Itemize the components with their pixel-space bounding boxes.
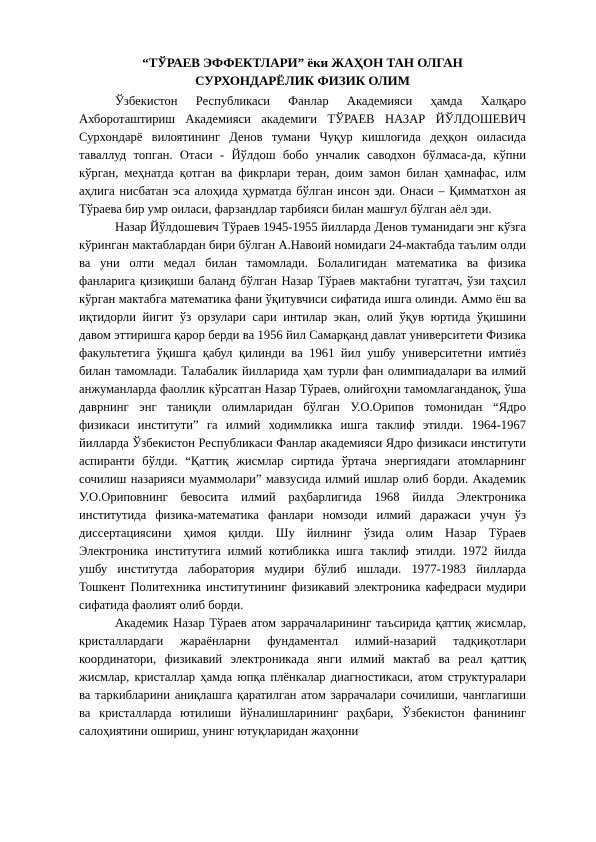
document-title bbox=[79, 54, 526, 90]
paragraph-biography-intro: Ўзбекистон Республикаси Фанлар Академияси ҳамда Халқаро Ахбороташтириш Академияси академиги ТЎРАЕВ НАЗАР ЙЎЛДОШЕВИЧ Сурхондарё вилоятининг Денов тумани Чуқур кишлоғида деҳқон оиласида таваллуд топган. Отаси - Йўлдош бобо унчалик саводхон бўлмаса-да, кўпни кўрган, меҳнатда қотган ва фикрлари теран, доим замон билан ҳамнафас, илм аҳлига нисбатан эса алоҳида ҳурматда бўлган инсон эди. Онаси – Қимматхон ая Тўраева бир умр оиласи, фарзандлар тарбияси билан машғул бўлган аёл эди. bbox=[79, 94, 526, 216]
document-page bbox=[79, 54, 526, 740]
title-line-2: СУРХОНДАРЁЛИК ФИЗИК ОЛИМ bbox=[195, 73, 410, 88]
paragraph-education-career: Назар Йўлдошевич Тўраев 1945-1955 йилларда Денов туманидаги энг кўзга кўринган мактаблардан бири бўлган А.Навоий номидаги 24-мактабда таълим олди ва уни олти медал билан тамомлади. Болалигидан математика ва физика фанларига қизиқиши баланд бўлган Назар Тўраев мактабни тугатгач, ўзи таҳсил кўрган мактабга математика фани ўқитувчиси сифатида ишга олинди. Аммо ёш ва иқтидорли йигит ўз орзулари сари интилар экан, олий ўқув юртида ўқишини давом эттиришга қарор берди ва 1956 йил Самарқанд давлат университети Физика факультетига ўқишга қабул қилинди ва 1961 йил ушбу университетни имтиёз билан тамомлади. Талабалик йилларида ҳам турли фан олимпиадалари ва илмий анжуманларда фаоллик кўрсатган Назар Тўраев, олийгоҳни тамомлаганданоқ, ўша даврнинг энг таниқли олимларидан бўлган У.О.Орипов томонидан “Ядро физикаси институти” га илмий ходимликка ишга таклиф этилди. 1964-1967 йилларда Ўзбекистон Республикаси Фанлар академияси Ядро физикаси институти аспиранти бўлди. “Қаттиқ жисмлар сиртида ўртача энергиядаги атомларнинг сочилиш назарияси муаммолари” мавзусида илмий ишлар олиб борди. Академик У.О.Ориповнинг бевосита илмий раҳбарлигида 1968 йилда Электроника институтида физика-математика фанлари номзоди илмий даражаси учун ўз диссертациясини ҳимоя қилди. Шу йилнинг ўзида олим Назар Тўраев Электроника институтига илмий котибликка ишга таклиф этилди. 1972 йилда ушбу институтда лаборатория мудири бўлиб ишлади. 1977-1983 йилларда Тошкент Политехника институтининг физикавий электроника кафедраси мудири сифатида фаолият олиб борди. bbox=[79, 220, 526, 612]
title-line-1: “ТЎРАЕВ ЭФФЕКТЛАРИ” ёки ЖАҲОН ТАН ОЛГАН bbox=[142, 55, 463, 70]
paragraph-scientific-work: Академик Назар Тўраев атом заррачаларининг таъсирида қаттиқ жисмлар, кристаллардаги жараёнларни фундаментал илмий-назарий тадқиқотлари координатори, физикавий электроникада янги илмий мактаб ва реал қаттиқ жисмлар, кристаллар ҳамда юпқа плёнкалар диагностикаси, атом структуралари ва таркибларини аниқлашга қаратилган атом заррачалари сочилиши, чанглагиши ва кристалларда ютилиши йўналишларининг раҳбари, Ўзбекистон фанининг салоҳиятини ошириш, унинг ютуқларидан жаҳонни bbox=[79, 616, 526, 738]
